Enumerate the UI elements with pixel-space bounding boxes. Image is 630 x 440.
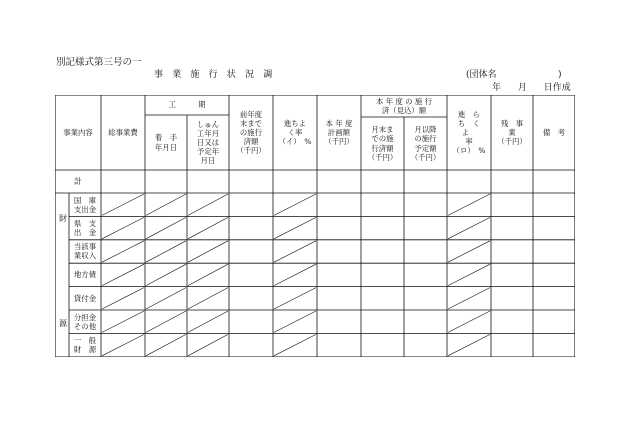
- header-month-after-amount: 月以降 の施行 予定額 （千円）: [410, 125, 441, 162]
- header-period: 工 期: [168, 100, 206, 110]
- strike-line: [146, 288, 186, 309]
- funding-source-label-bottom: 源: [59, 319, 67, 328]
- header-plan-amount: 本 年 度 計画額 （千円）: [324, 118, 354, 147]
- strike-line: [102, 334, 144, 355]
- funding-row-label: 地方債: [73, 270, 97, 280]
- status-table: [55, 95, 575, 357]
- organization-name-close: ): [558, 70, 562, 80]
- strike-line: [274, 288, 316, 309]
- strike-line: [188, 217, 228, 238]
- strike-line: [188, 241, 228, 262]
- header-remarks: 備 考: [542, 127, 566, 137]
- header-remaining: 残 事 業 （千円）: [497, 118, 527, 147]
- strike-line: [274, 311, 316, 332]
- strike-line: [448, 217, 490, 238]
- strike-line: [146, 241, 186, 262]
- header-prior-year-amount: 前年度 末まで の施行 済額 （千円）: [236, 109, 266, 156]
- funding-row-label: 国 庫 支出金: [73, 195, 97, 214]
- strike-line: [146, 194, 186, 215]
- strike-line: [102, 264, 144, 285]
- strike-line: [274, 264, 316, 285]
- strike-line: [274, 217, 316, 238]
- created-date-line: 年 月 日作成: [492, 83, 571, 93]
- not-applicable-strikes: [102, 194, 490, 356]
- strike-line: [448, 241, 490, 262]
- strike-line: [274, 194, 316, 215]
- strike-line: [146, 311, 186, 332]
- strike-line: [188, 334, 228, 355]
- funding-row-label: 当該事 業収入: [73, 242, 97, 261]
- header-total-cost: 総事業費: [108, 127, 138, 137]
- funding-row-label: 一 般 財 源: [73, 336, 97, 355]
- strike-line: [146, 217, 186, 238]
- funding-row-label: 貸付金: [73, 293, 97, 303]
- strike-line: [274, 334, 316, 355]
- header-this-year-group: 本 年 度 の 施 行 済（見込）額: [375, 96, 433, 115]
- strike-line: [448, 311, 490, 332]
- header-business-content: 事業内容: [63, 127, 93, 137]
- strike-line: [146, 334, 186, 355]
- strike-line: [448, 264, 490, 285]
- strike-line: [188, 288, 228, 309]
- strike-line: [102, 194, 144, 215]
- strike-line: [448, 334, 490, 355]
- form-title: 事業施行状況調: [154, 70, 282, 80]
- header-progress-a: 進ちよ く率 （イ） %: [278, 118, 312, 147]
- strike-line: [102, 288, 144, 309]
- strike-line: [188, 194, 228, 215]
- strike-line: [102, 241, 144, 262]
- strike-line: [102, 311, 144, 332]
- strike-line: [448, 194, 490, 215]
- header-completion-date: しゅん 工年月 日又は 予定年 月日: [196, 119, 220, 166]
- strike-line: [448, 288, 490, 309]
- strike-line: [188, 311, 228, 332]
- strike-line: [102, 217, 144, 238]
- funding-row-label: 県 支 出 金: [73, 219, 97, 238]
- header-start-date: 着 手 年月日: [154, 133, 178, 152]
- row-total-label: 計: [74, 176, 82, 186]
- strike-line: [146, 264, 186, 285]
- strike-line: [274, 241, 316, 262]
- organization-name-label: (団体名: [466, 70, 497, 80]
- header-month-end-amount: 月末ま での施 行済額 （千円）: [367, 125, 398, 162]
- header-progress-b: 進 ら ち く よ 率 （ロ） %: [452, 109, 486, 156]
- form-label: 別記様式第三号の一: [56, 57, 142, 68]
- funding-row-label: 分担金 その他: [73, 312, 97, 331]
- funding-source-label-top: 財: [59, 214, 67, 223]
- strike-line: [188, 264, 228, 285]
